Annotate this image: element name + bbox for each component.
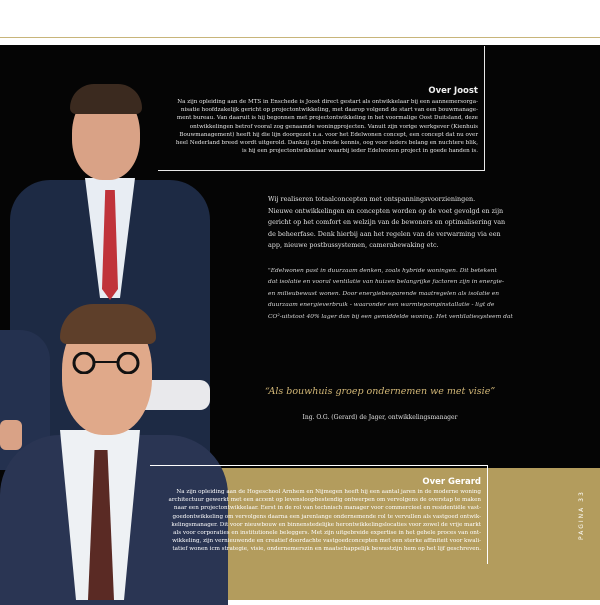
bio-gerard-line: tatief wonen icm strategie, visie, ondernemerszin en maatschappelijk bewustzijn hem op het lijf geschreven.: [172, 546, 481, 553]
bio-joost-line: nisatie hoofdzakelijk gericht op projectontwikkeling, met daarop volgend de start van een bouwmanage-: [180, 107, 478, 114]
bio-joost-line: ment bureau. Van daaruit is hij begonnen met projectontwikkeling in het voormalige Oost Duitsland, deze: [176, 115, 478, 122]
pull-quote: “Als bouwhuis groep ondernemen we met visie”: [264, 386, 496, 397]
bio-gerard-text: [168, 488, 481, 554]
glasses-icon: [66, 352, 148, 374]
italic-paragraph: [268, 266, 513, 323]
page-number: PAGINA 33: [578, 490, 585, 540]
bio-gerard-line: kelingsmanager. Dit voor nieuwbouw en binnenstedelijke herontwikkelingslocaties voor zowel de vrije markt: [171, 521, 481, 528]
bio-gerard-title: Over Gerard: [422, 477, 481, 487]
body-line: de beheerfase. Denk hierbij aan het regelen van de verwarming via een: [268, 229, 501, 238]
bio-gerard-line: wikkeling, zijn vernieuwende en creatief doordachte vastgoedconcepten met een sterke affiniteit voor kwali-: [172, 538, 481, 545]
bio-gerard-line: Na zijn opleiding aan de Hogeschool Arnhem en Nijmegen heeft hij een aantal jaren in de moderne woning: [176, 489, 481, 495]
body-paragraph: [268, 194, 506, 252]
quote-signature: Ing. O.G. (Gerard) de Jager, ontwikkelingsmanager: [302, 414, 458, 421]
bio-joost-title: Over Joost: [428, 86, 478, 96]
bio-joost-text: [176, 98, 478, 155]
quote-line: duurzaam energieverbruik - waaronder een warmtepompinstallatie - ligt de: [268, 302, 495, 309]
bio-gerard-line: architectuur gewerkt met een accent op levensloopbestendig ontwerpen om vervolgens de overstap te maken: [168, 497, 481, 504]
bio-joost-line: Na zijn opleiding aan de MTS in Enschede is Joost direct gestart als ontwikkelaar bij een aannemersorga-: [177, 99, 478, 105]
body-line: Wij realiseren totaalconcepten met ontspanningsvoorzieningen.: [268, 195, 476, 203]
quote-line: CO²-uitstoot 40% lager dan bij een gemiddelde woning. Het ventilatiesysteem dat: [268, 313, 513, 320]
bio-joost-frame: [158, 46, 485, 171]
body-line: app, nieuwe postbussystemen, camerabewaking etc.: [268, 241, 439, 250]
bio-joost-line: heel Nederland breed wordt uitgerold. Dankzij zijn brede kennis, oog voor ieders belang en nuchtere blik,: [175, 140, 478, 147]
quote-line: "Edelwonen past in duurzaam denken, zoals hybride woningen. Dit betekent: [268, 268, 497, 274]
body-line: gericht op het comfort en welzijn van de bewoners en optimalisering van: [268, 218, 506, 227]
quote-line: en milieubewust wonen. Door energiebesparende maatregelen als isolatie en: [268, 290, 500, 297]
bio-gerard-line: goedontwikkeling om vervolgens daarna een jarenlange ondernemende rol te vervullen als vastgoed ontwik-: [172, 513, 481, 520]
top-rule: [0, 37, 600, 38]
bio-gerard-frame: [150, 465, 488, 564]
bio-gerard-line: naar een projectontwikkelaar. Eerst in de rol van technisch manager voor commercieel en residentiële vast-: [173, 505, 481, 512]
bio-gerard-line: als voor corporaties en institutionele beleggers. Met zijn uitgebreide expertise in het gehele proces van ont-: [173, 530, 481, 537]
body-line: Nieuwe ontwikkelingen en concepten worden op de voet gevolgd en zijn: [268, 206, 504, 215]
bio-joost-line: is hij een projectontwikkelaar waarbij ieder Edelwonen project in goede handen is.: [241, 148, 478, 155]
quote-line: dat isolatie en vooral ventilatie van huizen belangrijke factoren zijn in energie-: [268, 279, 505, 286]
bio-joost-line: ontwikkelingen betrof vooral zog genaamde woningprojecten. Vanuit zijn vorige werkgever (Kienhuis: [189, 123, 478, 130]
bio-joost-line: Bouwmanagement) heeft hij die lijn doorgezet n.a. voor het Edelwonen concept, een concept dat nu over: [179, 131, 478, 138]
